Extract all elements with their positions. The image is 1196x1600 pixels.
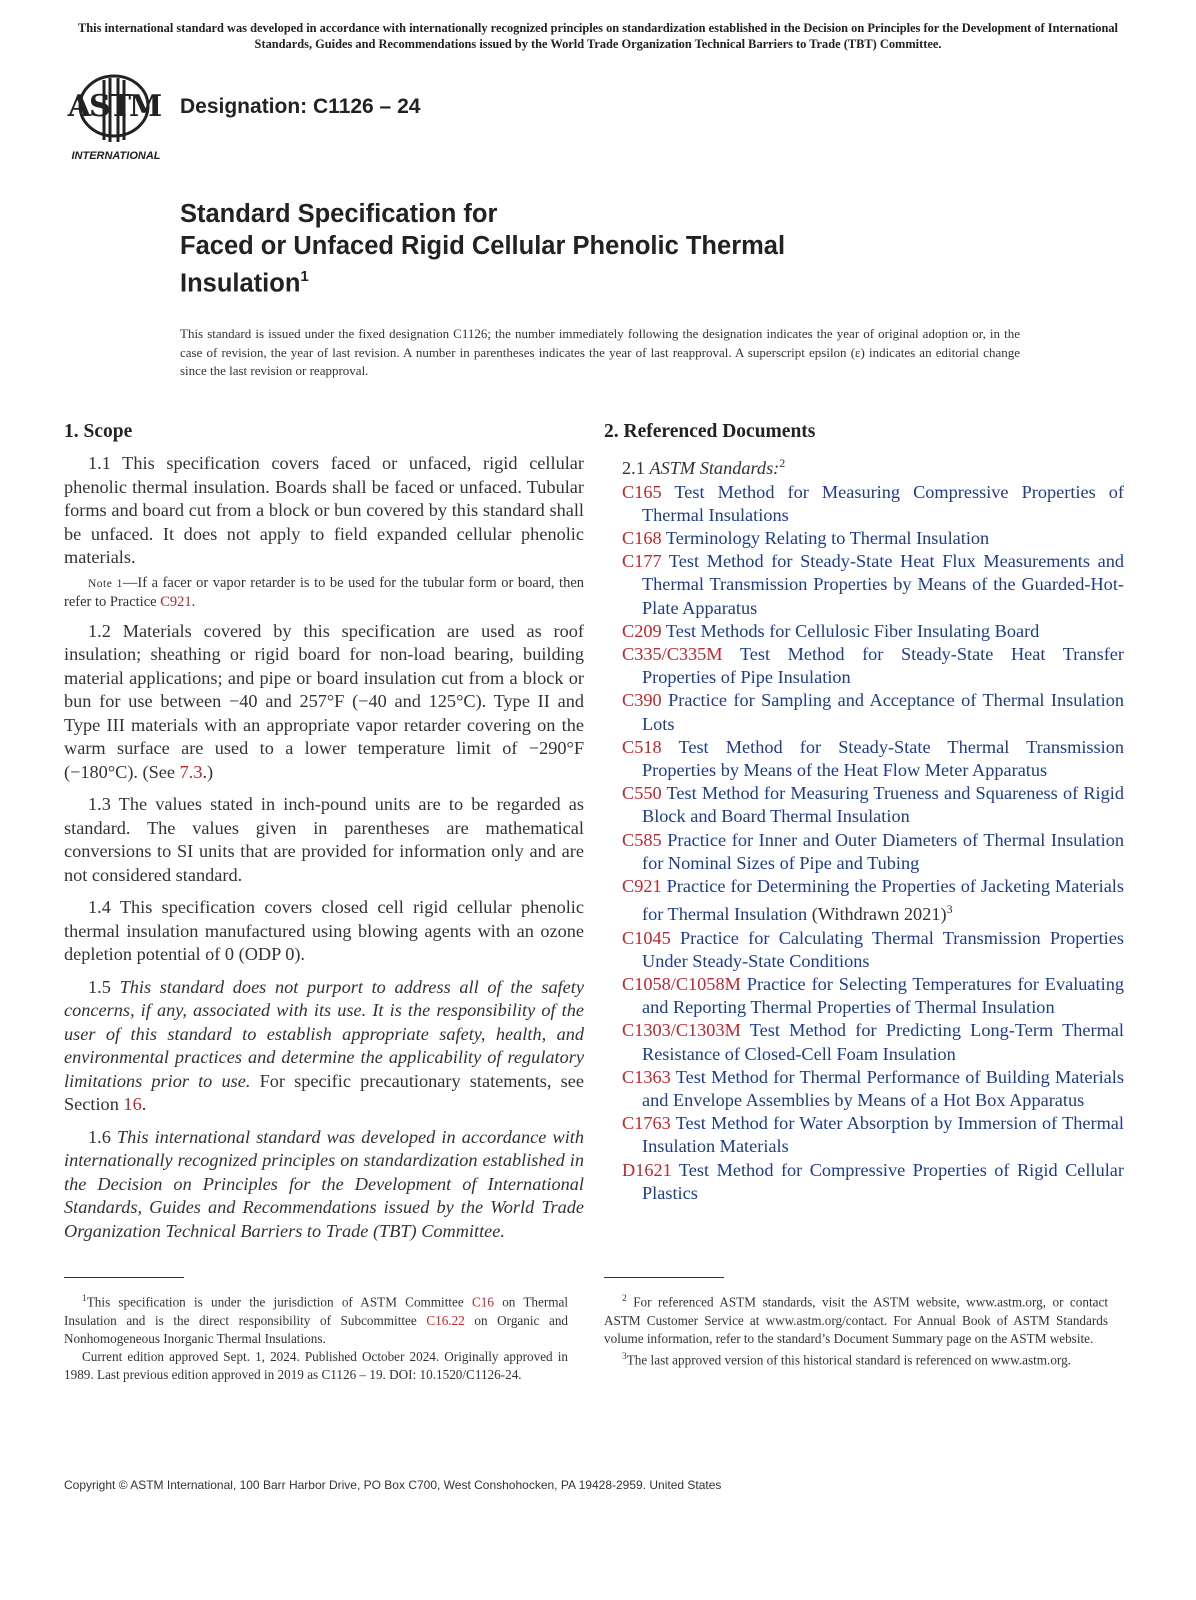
reference-item[interactable] [604,620,1124,643]
svg-text:ASTM: ASTM [67,89,161,124]
footnote-1-edition: Current edition approved Sept. 1, 2024. Published October 2024. Originally approved in 1989. Last previous edition approved in 2019 as C1126 – 19. DOI: 10.1520/C1126-24. [64,1349,568,1383]
reference-title[interactable]: Test Method for Water Absorption by Immersion of Thermal Insulation Materials [642,1113,1124,1157]
footnote-right [604,1290,1108,1370]
reference-code[interactable]: C335/C335M [622,644,723,665]
reference-title[interactable]: Practice for Inner and Outer Diameters of Thermal Insulation for Nominal Sizes of Pipe and Tubing [642,829,1124,873]
referenced-documents-section [604,420,1124,1205]
reference-code[interactable]: D1621 [622,1159,672,1180]
c16-link[interactable]: C16 [471,1294,494,1310]
reference-item[interactable] [604,550,1124,620]
reference-item[interactable] [604,875,1124,927]
withdrawn-footnote-mark[interactable]: 3 [946,902,953,917]
reference-code[interactable]: C921 [622,876,662,897]
reference-code[interactable]: C1058/C1058M [622,973,741,994]
reference-item[interactable] [604,527,1124,550]
svg-text:INTERNATIONAL: INTERNATIONAL [71,150,161,162]
reference-code[interactable]: C165 [622,481,662,502]
reference-code[interactable]: C1045 [622,927,671,948]
scope-heading: 1. Scope [64,421,133,442]
reference-title[interactable]: Test Method for Measuring Trueness and Squareness of Rigid Block and Board Thermal Insulation [642,783,1125,827]
title-line-3: Insulation$^1$ [180,268,309,298]
note-1: Note 1—If a facer or vapor retarder is to be used for the tubular form or board, then refer to Practice C921. [64,574,585,610]
scope-para-1-3: 1.3 The values stated in inch-pound units are to be regarded as standard. The values given in parentheses are mathematical conversions to SI units that are provided for information only and are not considered standard. [64,794,584,885]
reference-title[interactable]: Test Method for Steady-State Thermal Transmission Properties by Means of the Heat Flow Meter Apparatus [642,736,1124,781]
astm-standards-label: 2.1 ASTM Standards:$^2$ [622,456,786,479]
reference-title[interactable]: Test Method for Measuring Compressive Properties of Thermal Insulations [642,481,1124,525]
footnote-1: $^1$This specification is under the jurisdiction of ASTM Committee C16 on Thermal Insulation and is the direct responsibility of Subcommittee C16.22 on Organic and Nonhomogeneous Inorganic Thermal Insulations. [64,1294,569,1346]
reference-title[interactable]: Practice for Determining the Properties of Jacketing Materials for Thermal Insulation [642,876,1124,925]
referenced-documents-heading: 2. Referenced Documents [604,421,816,442]
reference-item[interactable] [604,973,1124,1019]
reference-item[interactable] [604,736,1124,782]
document-title [180,199,1080,300]
reference-title[interactable]: Test Method for Compressive Properties of Rigid Cellular Plastics [642,1159,1124,1203]
reference-item[interactable] [604,643,1124,689]
designation: Designation: C1126 – 24 [180,95,421,118]
reference-code[interactable]: C209 [622,620,662,641]
reference-item[interactable] [604,689,1124,735]
reference-title[interactable]: Practice for Sampling and Acceptance of Thermal Insulation Lots [642,690,1124,734]
c921-link[interactable]: C921 [160,594,192,610]
reference-code[interactable]: C1763 [622,1113,671,1134]
reference-title[interactable]: Test Method for Steady-State Heat Flux Measurements and Thermal Transmission Properties by Means of the Guarded-Hot-Plate Apparatus [642,551,1124,618]
reference-title[interactable]: Test Methods for Cellulosic Fiber Insulating Board [665,620,1040,641]
title-line-2: Faced or Unfaced Rigid Cellular Phenolic Thermal [180,231,786,260]
scope-para-1-1: 1.1 This specification covers faced or unfaced, rigid cellular phenolic thermal insulation. Boards shall be faced or unfaced. Tubular forms and board cut from a block or bun covered by this standard shall be unfaced. It does not apply to field expanded cellular phenolic materials. [64,453,584,567]
scope-section [64,420,584,1243]
reference-code[interactable]: C1303/C1303M [622,1020,741,1041]
issuance-note: This standard is issued under the fixed designation C1126; the number immediately following the designation indicates the year of original adoption or, in the case of revision, the year of last revision. A number in parentheses indicates the year of last reapproval. A superscript epsilon (ε) indicates an editorial change since the last revision or reapproval. [180,326,1020,378]
reference-title[interactable]: Practice for Calculating Thermal Transmission Properties Under Steady-State Conditions [642,927,1124,971]
international-standard-notice: This international standard was developed in accordance with internationally recognized principles on standardization established in the Decision on Principles for the Development of International Standards, Guides and Recommendations issued by the World Trade Organization Technical Barriers to Trade (TBT) Committee. [77,21,1119,51]
reference-title[interactable]: Test Method for Thermal Performance of Building Materials and Envelope Assemblies by Means of a Hot Box Apparatus [642,1066,1124,1110]
section-16-link[interactable]: 16 [123,1094,142,1114]
reference-code[interactable]: C1363 [622,1066,671,1087]
scope-para-1-4: 1.4 This specification covers closed cell rigid cellular phenolic thermal insulation manufactured using blowing agents with an ozone depletion potential of 0 (ODP 0). [64,897,584,964]
scope-para-1-6: 1.6 This international standard was developed in accordance with internationally recognized principles on standardization established in the Decision on Principles for the Development of International Standards, Guides and Recommendations issued by the World Trade Organization Technical Barriers to Trade (TBT) Committee. [64,1126,584,1241]
withdrawn-note: (Withdrawn 2021) [811,904,947,925]
copyright-line: Copyright © ASTM International, 100 Barr Harbor Drive, PO Box C700, West Conshohocken, PA 19428-2959. United States [64,1478,722,1492]
astm-logo [64,70,168,166]
reference-title[interactable]: Terminology Relating to Thermal Insulation [665,528,990,548]
scope-para-1-2: 1.2 Materials covered by this specification are used as roof insulation; sheathing or rigid board for non-load bearing, building material applications; and pipe or board insulation cut from a block or bun for use between −40 and 257°F (−40 and 125°C). Type II and Type III materials with an appropriate vapor retarder covering on the warm surface are used to a lower temperature limit of −290°F (−180°C). (See 7.3.) [64,620,584,782]
c16-22-link[interactable]: C16.22 [426,1312,465,1328]
title-line-1: Standard Specification for [180,200,498,228]
reference-item[interactable] [604,829,1124,875]
footnote-2: $^2$ For referenced ASTM standards, visit the ASTM website, www.astm.org, or contact ASTM Customer Service at www.astm.org/contact. For Annual Book of ASTM Standards volume information, refer to the standard’s Document Summary page on the ASTM website. [604,1294,1109,1346]
reference-title[interactable]: Practice for Selecting Temperatures for Evaluating and Reporting Thermal Properties of Thermal Insulation [642,973,1124,1018]
reference-item[interactable] [604,1066,1124,1112]
reference-code[interactable]: C550 [622,783,662,804]
reference-code[interactable]: C518 [622,736,662,757]
reference-title[interactable]: Test Method for Steady-State Heat Transfer Properties of Pipe Insulation [642,644,1124,688]
footnote-3: $^3$The last approved version of this historical standard is referenced on www.astm.org. [622,1352,1071,1368]
reference-list [604,481,1124,1205]
reference-code[interactable]: C177 [622,551,662,572]
reference-item[interactable] [604,1112,1124,1158]
reference-item[interactable] [604,927,1124,973]
footnote-rule-left [64,1277,184,1278]
reference-item[interactable] [604,1019,1124,1065]
reference-item[interactable] [604,782,1124,828]
footnote-left [64,1290,568,1384]
scope-para-1-5: 1.5 This standard does not purport to address all of the safety concerns, if any, associated with its use. It is the responsibility of the user of this standard to establish appropriate safety, health, and environmental practices and determine the applicability of regulatory limitations prior to use. For specific precautionary statements, see Section 16. [64,976,584,1114]
reference-item[interactable] [604,481,1124,527]
reference-code[interactable]: C390 [622,690,662,711]
reference-item[interactable] [604,1159,1124,1205]
reference-code[interactable]: C585 [622,829,662,850]
reference-code[interactable]: C168 [622,528,662,548]
reference-title[interactable]: Test Method for Predicting Long-Term Thermal Resistance of Closed-Cell Foam Insulation [642,1020,1124,1064]
footnote-rule-right [604,1277,724,1278]
section-7-3-link[interactable]: 7.3 [179,761,203,782]
title-footnote-mark[interactable]: 1 [300,268,309,285]
